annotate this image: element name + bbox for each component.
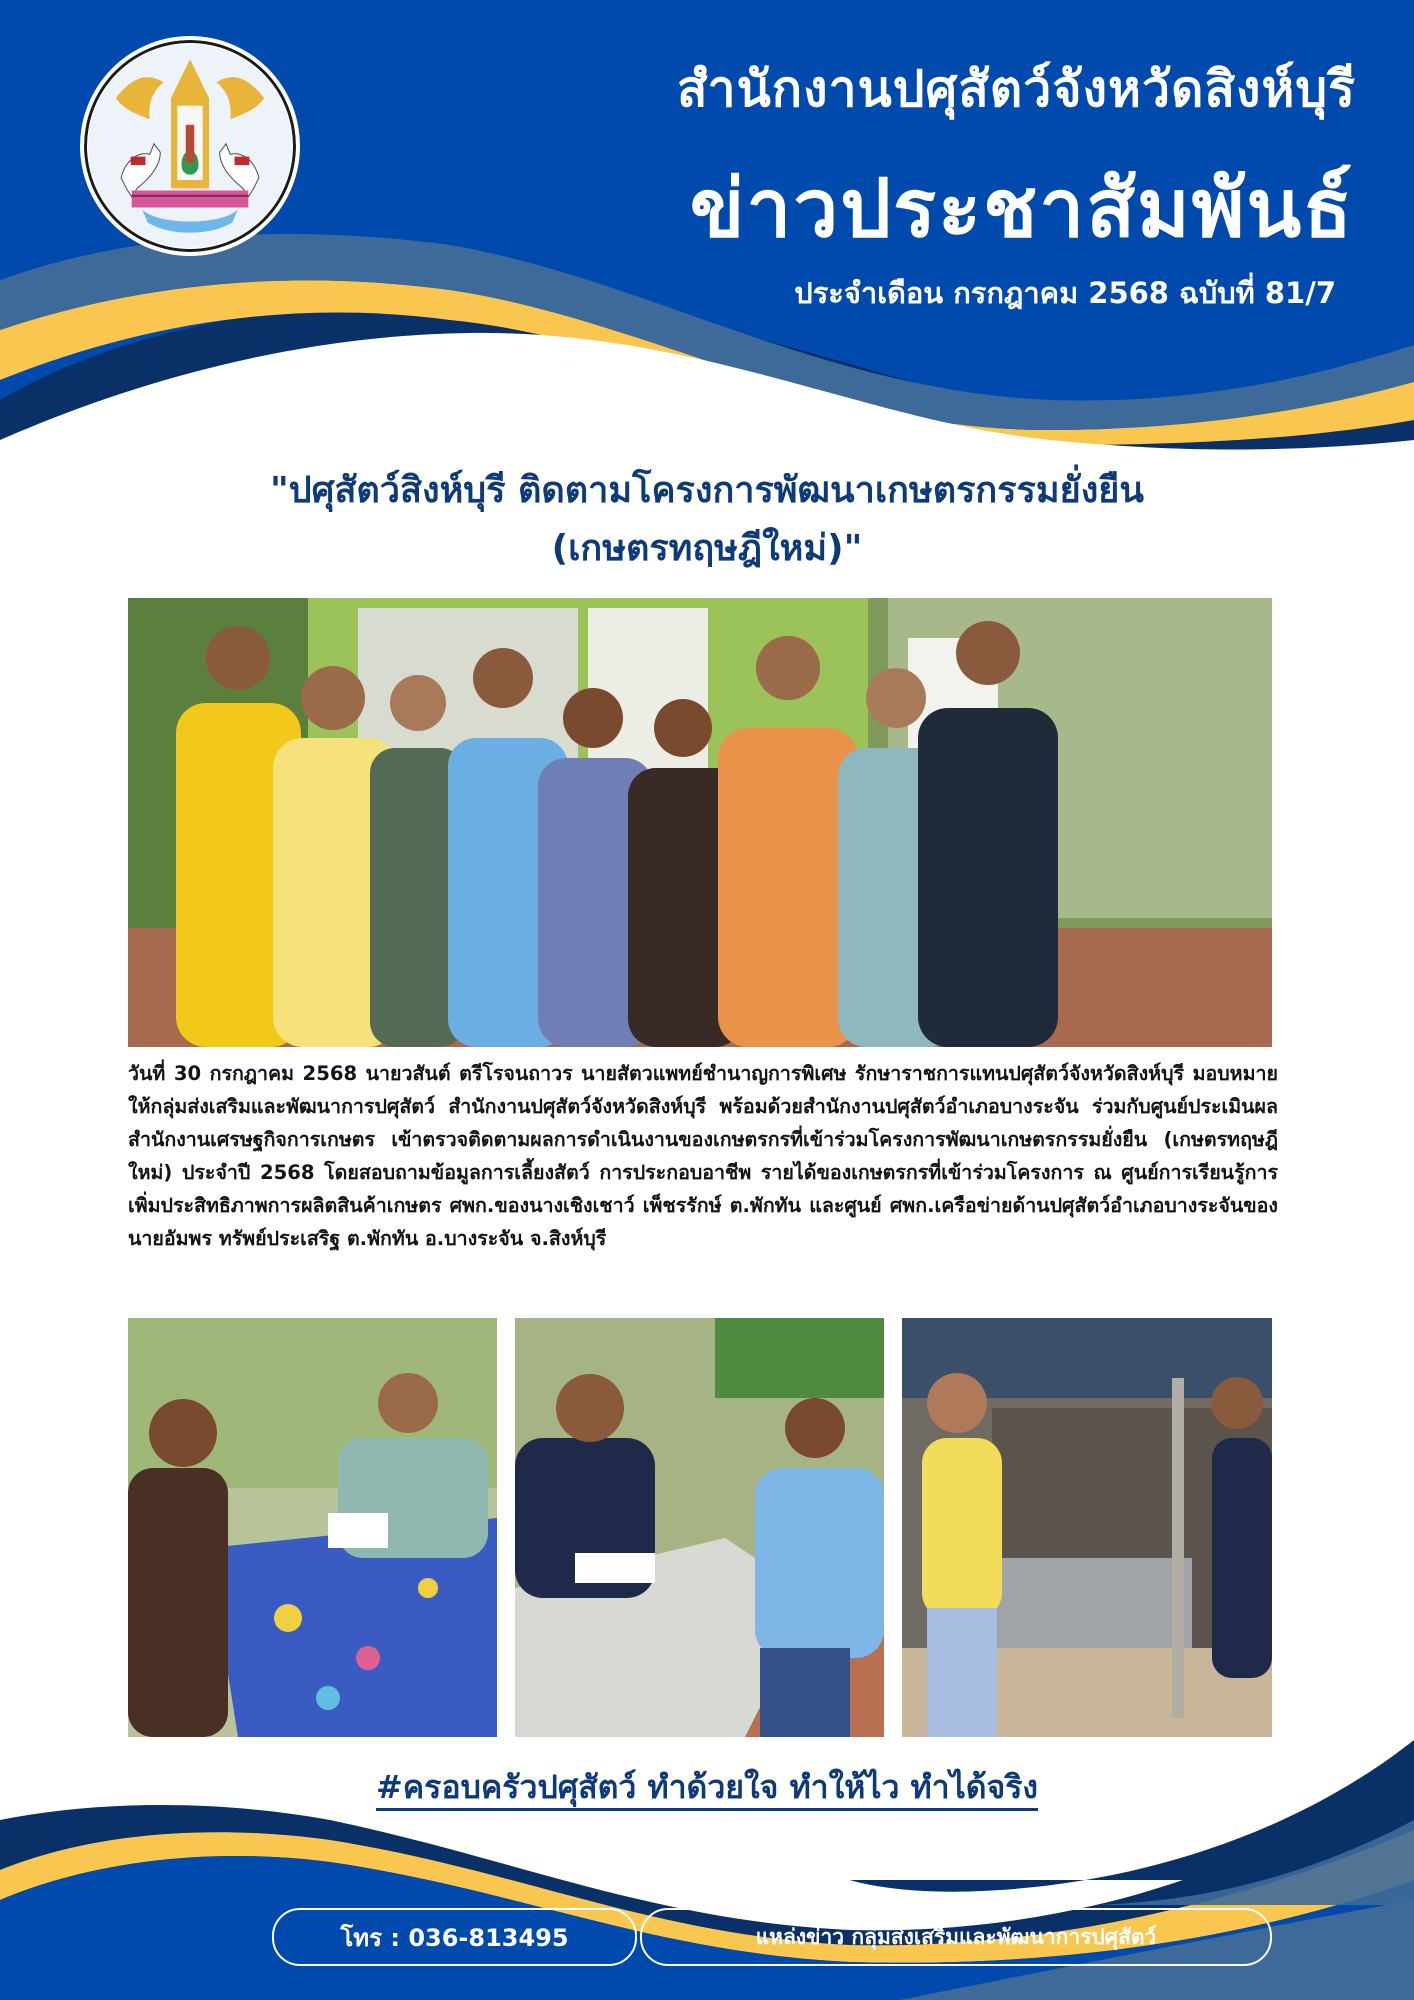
gallery-photo-1: [128, 1318, 497, 1737]
livestock-seal-icon: [84, 40, 296, 252]
office-name: สำนักงานปศุสัตว์จังหวัดสิงห์บุรี: [677, 60, 1356, 118]
group-photo-image: [128, 598, 1272, 1047]
phone-contact[interactable]: โทร : 036-813495: [272, 1908, 637, 1966]
issue-line: ประจำเดือน กรกฎาคม 2568 ฉบับที่ 81/7: [794, 276, 1336, 310]
article-headline: [120, 462, 1294, 578]
slogan-text: #ครอบครัวปศุสัตว์ ทำด้วยใจ ทำให้ไว ทำได้จริง: [376, 1768, 1038, 1811]
department-seal-logo: [80, 36, 300, 256]
headline-line-2: (เกษตรทฤษฎีใหม่)": [551, 528, 863, 569]
gallery-photo-3: [902, 1318, 1272, 1737]
newsletter-title: ข่าวประชาสัมพันธ์: [689, 162, 1354, 255]
survey-photo-image: [515, 1318, 884, 1737]
main-group-photo: [128, 598, 1272, 1047]
headline-line-1: "ปศุสัตว์สิงห์บุรี ติดตามโครงการพัฒนาเกษตรกรรมยั่งยืน: [270, 470, 1144, 511]
chicken-coop-photo-image: [902, 1318, 1272, 1737]
news-source: แหล่งข่าว กลุ่มส่งเสริมและพัฒนาการปศุสัตว์: [640, 1908, 1272, 1966]
slogan: [0, 1762, 1414, 1813]
interview-photo-image: [128, 1318, 497, 1737]
article-body: วันที่ 30 กรกฎาคม 2568 นายวสันต์ ตรีโรจนถาวร นายสัตวแพทย์ชำนาญการพิเศษ รักษาราชการแทนปศุสัตว์จังหวัดสิงห์บุรี มอบหมายให้กลุ่มส่งเสริมและพัฒนาการปศุสัตว์ สำนักงานปศุสัตว์จังหวัดสิงห์บุรี พร้อมด้วยสำนักงานปศุสัตว์อำเภอบางระจัน ร่วมกับศูนย์ประเมินผล สำนักงานเศรษฐกิจการเกษตร เข้าตรวจติดตามผลการดำเนินงานของเกษตรกรที่เข้าร่วมโครงการพัฒนาเกษตรกรรมยั่งยืน (เกษตรทฤษฎีใหม่) ประจำปี 2568 โดยสอบถามข้อมูลการเลี้ยงสัตว์ การประกอบอาชีพ รายได้ของเกษตรกรที่เข้าร่วมโครงการ ณ ศูนย์การเรียนรู้การเพิ่มประสิทธิภาพการผลิตสินค้าเกษตร ศพก.ของนางเชิงเชาว์ เพ็ชรรักษ์ ต.พักทัน และศูนย์ ศพก.เครือข่ายด้านปศุสัตว์อำเภอบางระจันของนายอัมพร ทรัพย์ประเสริฐ ต.พักทัน อ.บางระจัน จ.สิงห์บุรี: [128, 1062, 1278, 1250]
gallery-photo-2: [515, 1318, 884, 1737]
